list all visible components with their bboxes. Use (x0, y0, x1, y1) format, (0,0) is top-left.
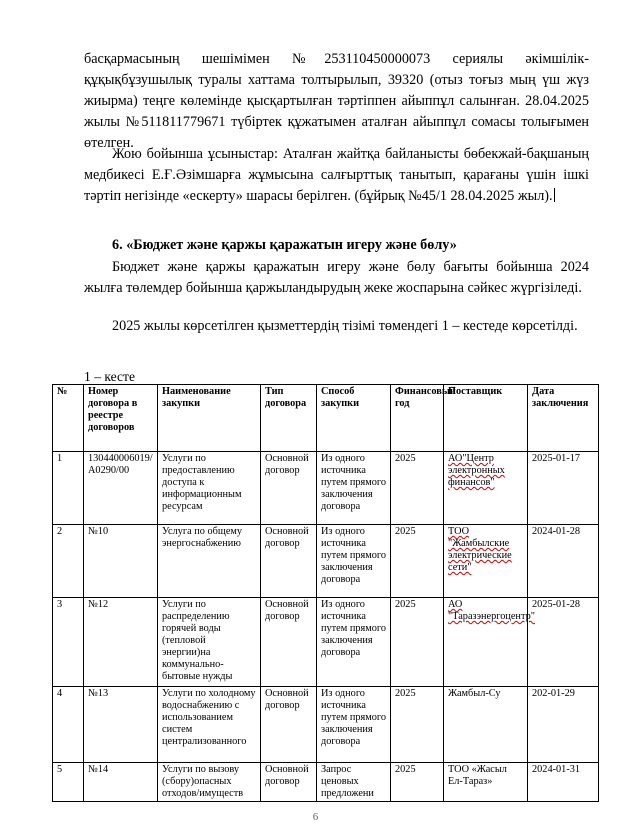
table-header-row (53, 385, 599, 452)
cell-procurement-method: Из одного источника путем прямого заключения договора (317, 598, 391, 687)
table-row (53, 525, 599, 598)
cell-financial-year: 2025 (391, 687, 444, 763)
cell-contract-number: 130440006019/А0290/00 (84, 452, 158, 525)
cell-conclusion-date: 2025-01-28 (528, 598, 599, 687)
table-row (53, 452, 599, 525)
header-contract-type: Тип договора (261, 385, 317, 452)
cell-supplier-text: ТОО "Жамбылские электрические сети" (448, 526, 512, 573)
paragraph-budget-direction: Бюджет және қаржы қаражатын игеру және бөлу бағыты бойынша 2024 жылға төлемдер бойынша қаржыландырудың жеке жоспарына сәйкес жүргізіледі. (84, 259, 589, 296)
cell-procurement-name: Услуга по общему энергоснабжению (158, 525, 261, 598)
cell-procurement-name: Услуги по холодному водоснабжению с использованием систем централизованного (158, 687, 261, 763)
cell-supplier (444, 452, 528, 525)
cell-conclusion-date: 2024-01-28 (528, 525, 599, 598)
cell-supplier: ТОО «Жасыл Ел-Тараз» (444, 763, 528, 802)
cell-contract-number: №13 (84, 687, 158, 763)
text-cursor (554, 188, 555, 202)
header-procurement-method: Способ закупки (317, 385, 391, 452)
cell-number: 3 (53, 598, 84, 687)
cell-number: 4 (53, 687, 84, 763)
cell-supplier: Жамбыл-Су (444, 687, 528, 763)
cell-number: 5 (53, 763, 84, 802)
cell-number: 2 (53, 525, 84, 598)
cell-supplier (444, 525, 528, 598)
cell-contract-type: Основной договор (261, 687, 317, 763)
cell-procurement-method: Из одного источника путем прямого заключения договора (317, 452, 391, 525)
cell-supplier-text: АО "Таразэнергоцентр" (448, 599, 535, 622)
table-row (53, 763, 599, 802)
cell-contract-type: Основной договор (261, 525, 317, 598)
cell-supplier-text: АО"Центр электронных финансов" (448, 453, 505, 488)
cell-conclusion-date: 2025-01-17 (528, 452, 599, 525)
cell-conclusion-date: 202-01-29 (528, 687, 599, 763)
contracts-table (52, 384, 599, 802)
cell-conclusion-date: 2024-01-31 (528, 763, 599, 802)
paragraph-fine-details: басқармасының шешімімен №253110450000073 сериялы әкімшілік-құқықбұзушылық туралы хаттама толтырылып, 39320 (отыз тоғыз мың үш жүз жиырма) теңге көлемінде қысқартылған тәртіппен айыппұл салынған. 28.04.2025 жылы №511811779671 түбіртек құжатымен аталған айыппұл сомасы толығымен өтелген. (84, 51, 589, 151)
cell-procurement-name: Услуги по предоставлению доступа к информационным ресурсам (158, 452, 261, 525)
header-contract-number: Номер договора в реестре договоров (84, 385, 158, 452)
cell-contract-number: №10 (84, 525, 158, 598)
header-number: № (53, 385, 84, 452)
paragraph-recommendations-text: Жою бойынша ұсыныстар: Аталған жайтқа байланысты бөбекжай-бақшаның медбикесі Е.Ғ.Әзімшарға жұмысына салғырттық танытып, қарағаны үшін ішкі тәртіп негізінде «ескерту» шарасы берілген. (бұйрық №45/1 28.04.2025 жыл). (84, 146, 589, 204)
header-supplier: Поставщик (444, 385, 528, 452)
cell-contract-type: Основной договор (261, 452, 317, 525)
cell-financial-year: 2025 (391, 598, 444, 687)
cell-contract-type: Основной договор (261, 598, 317, 687)
cell-financial-year: 2025 (391, 763, 444, 802)
header-procurement-name: Наименование закупки (158, 385, 261, 452)
page-number: 6 (312, 811, 319, 823)
paragraph-recommendations (84, 144, 589, 207)
cell-financial-year: 2025 (391, 525, 444, 598)
section-heading-budget: 6. «Бюджет және қаржы қаражатын игеру және бөлу» (112, 237, 457, 253)
cell-supplier (444, 598, 535, 687)
table-caption: 1 – кесте (84, 369, 136, 384)
table-row (53, 598, 599, 687)
table-row (53, 687, 599, 763)
cell-procurement-name: Услуги по распределению горячей воды (тепловой энергии)на коммунально-бытовые нужды (158, 598, 261, 687)
paragraph-services-list: 2025 жылы көрсетілген қызметтердің тізімі төмендегі 1 – кестеде көрсетілді. (112, 318, 578, 334)
cell-contract-type: Основной договор (261, 763, 317, 802)
cell-financial-year: 2025 (391, 452, 444, 525)
cell-procurement-method: Из одного источника путем прямого заключения договора (317, 525, 391, 598)
cell-number: 1 (53, 452, 84, 525)
cell-contract-number: №14 (84, 763, 158, 802)
cell-procurement-name: Услуги по вызову (сбору)опасных отходов/имуществ (158, 763, 261, 802)
header-conclusion-date: Дата заключения (528, 385, 599, 452)
cell-contract-number: №12 (84, 598, 158, 687)
header-financial-year: Финансовый год (391, 385, 444, 452)
cell-procurement-method: Запрос ценовых предложени (317, 763, 391, 802)
cell-procurement-method: Из одного источника путем прямого заключения договора (317, 687, 391, 763)
